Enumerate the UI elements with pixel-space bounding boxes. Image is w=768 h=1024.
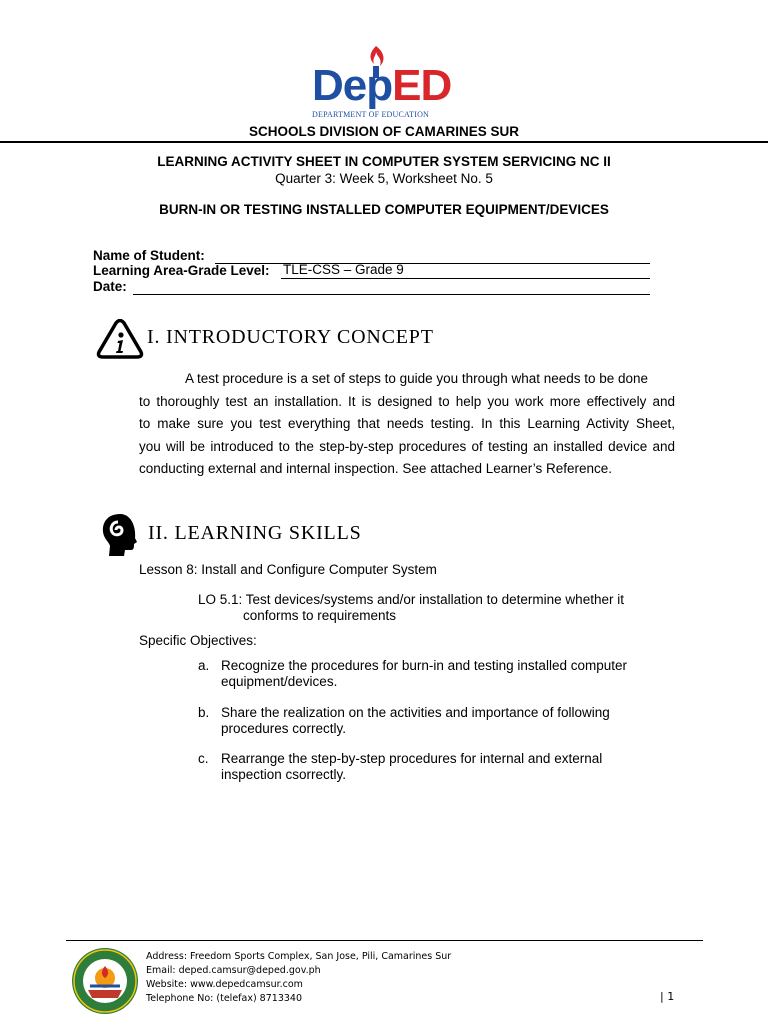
logo-wordmark: DepED <box>312 61 452 110</box>
sheet-title: LEARNING ACTIVITY SHEET IN COMPUTER SYSTEM SERVICING NC II <box>157 154 611 169</box>
footer-email: Email: deped.camsur@deped.gov.ph <box>146 965 321 976</box>
logo-tagline: DEPARTMENT OF EDUCATION <box>312 110 430 119</box>
section2-title: II. LEARNING SKILLS <box>148 522 362 544</box>
area-value: TLE-CSS – Grade 9 <box>283 262 404 277</box>
intro-paragraph <box>139 368 675 481</box>
objective-line: Recognize the procedures for burn-in and testing installed computer <box>221 658 627 673</box>
lesson-line: Lesson 8: Install and Configure Computer System <box>139 562 437 577</box>
objective-letter: b. <box>198 705 210 720</box>
area-label: Learning Area-Grade Level: <box>93 263 270 278</box>
objective-line: procedures correctly. <box>221 721 347 736</box>
name-label: Name of Student: <box>93 248 205 263</box>
division-seal-icon <box>70 946 140 1016</box>
deped-logo <box>308 44 464 122</box>
objective-line: equipment/devices. <box>221 674 338 689</box>
name-field[interactable] <box>215 249 650 264</box>
objective-letter: a. <box>198 658 210 673</box>
head-profile-icon <box>100 512 142 558</box>
date-label: Date: <box>93 279 127 294</box>
objective-line: Rearrange the step-by-step procedures for internal and external <box>221 751 603 766</box>
footer-telephone: Telephone No: (telefax) 8713340 <box>146 993 302 1004</box>
footer-website: Website: www.depedcamsur.com <box>146 979 303 990</box>
objective-line: inspection csorrectly. <box>221 767 347 782</box>
date-field[interactable] <box>133 280 650 295</box>
division-name: SCHOOLS DIVISION OF CAMARINES SUR <box>248 124 520 139</box>
header-divider <box>0 141 768 143</box>
objective-letter: c. <box>198 751 209 766</box>
lo-line-2: conforms to requirements <box>243 608 397 623</box>
quarter-line: Quarter 3: Week 5, Worksheet No. 5 <box>275 171 493 186</box>
intro-line-2: to thoroughly test an installation. It is designed to help you work more effectively and <box>139 393 675 409</box>
page-number: | 1 <box>660 990 675 1003</box>
footer-address: Address: Freedom Sports Complex, San Jose, Pili, Camarines Sur <box>146 951 452 962</box>
objectives-label: Specific Objectives: <box>139 633 257 648</box>
info-warning-icon <box>96 319 144 359</box>
footer-divider <box>66 940 703 941</box>
intro-line-1: A test procedure is a set of steps to guide you through what needs to be done <box>185 371 649 386</box>
topic-title: BURN-IN OR TESTING INSTALLED COMPUTER EQUIPMENT/DEVICES <box>159 202 609 217</box>
lo-line-1: LO 5.1: Test devices/systems and/or installation to determine whether it <box>198 592 624 607</box>
section1-title: I. INTRODUCTORY CONCEPT <box>147 326 434 348</box>
intro-line-5: conducting external and internal inspection. See attached Learner’s Reference. <box>139 461 613 476</box>
intro-line-4: you will be introduced to the step-by-step procedures of testing an installed device and <box>139 438 675 454</box>
intro-line-3: to make sure you test everything that needs testing. In this Learning Activity Sheet, <box>139 416 675 431</box>
objective-line: Share the realization on the activities and importance of following <box>221 705 610 720</box>
